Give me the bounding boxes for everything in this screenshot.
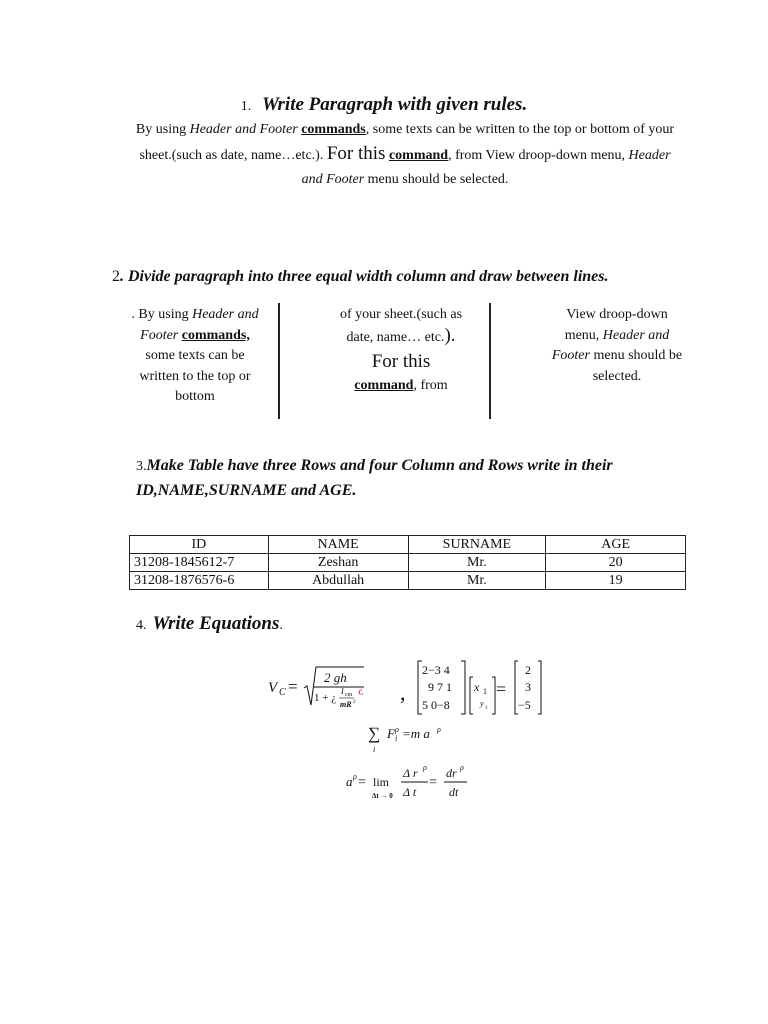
eq1-inner-num-sub: cm bbox=[345, 692, 353, 698]
table-cell: Mr. bbox=[408, 572, 546, 590]
section-1-paragraph bbox=[130, 118, 680, 192]
eq1-inner-num: I bbox=[341, 687, 344, 696]
column-italic-text: Header and Footer bbox=[551, 327, 670, 363]
eq1-comma: , bbox=[400, 680, 406, 705]
section-4-number: 4. bbox=[136, 618, 147, 633]
eq4-equals: = bbox=[358, 775, 366, 790]
table-cell: Zeshan bbox=[268, 554, 408, 572]
matrix-row-1: 2−3 4 bbox=[422, 663, 450, 677]
paragraph-large-text: For this bbox=[326, 143, 386, 164]
section-3-number: 3. bbox=[136, 459, 147, 474]
eq4-den2: dt bbox=[449, 785, 459, 799]
vector-left-bracket bbox=[470, 677, 473, 714]
eq4-num2: dr bbox=[446, 766, 457, 780]
vector-y-sub: 1 bbox=[485, 706, 488, 711]
eq4-num2-sup: ρ bbox=[460, 763, 464, 772]
eq1-equals: = bbox=[288, 677, 298, 696]
column-3 bbox=[548, 305, 686, 387]
matrix-right-bracket bbox=[461, 661, 465, 714]
eq3-sum-sub: i bbox=[373, 745, 376, 754]
paragraph-italic-text: Header and Footer bbox=[189, 122, 298, 137]
column-2 bbox=[336, 305, 466, 397]
section-1-heading bbox=[0, 94, 768, 116]
column-divider-1 bbox=[278, 303, 280, 419]
vector-x: x bbox=[474, 680, 480, 694]
eq3-F-sub: i bbox=[395, 734, 398, 743]
matrix-row-3: 5 0−8 bbox=[422, 698, 450, 712]
table-cell: Mr. bbox=[408, 554, 546, 572]
paragraph-command-word: command bbox=[388, 148, 449, 163]
column-commands-word: commands, bbox=[181, 327, 250, 343]
result-row-1: 2 bbox=[525, 663, 531, 677]
column-text: of your sheet.(such as date, name… etc. bbox=[339, 307, 463, 345]
matrix-row-2: 9 7 1 bbox=[428, 680, 452, 694]
column-large-text: For this bbox=[371, 351, 431, 372]
eq4-lhs-sup: ρ bbox=[353, 772, 357, 781]
section-4-heading bbox=[136, 613, 283, 635]
section-2-title: . Divide paragraph into three equal width column and draw between lines. bbox=[120, 268, 609, 285]
table-cell: 31208-1876576-6 bbox=[130, 572, 269, 590]
paragraph-text: , from View droop-down menu, bbox=[448, 148, 629, 163]
paragraph-text: menu should be selected. bbox=[364, 172, 509, 187]
section-1-title: Write Paragraph with given rules. bbox=[262, 94, 528, 115]
eq3-rhs: =m a bbox=[402, 726, 430, 741]
vector-right-bracket bbox=[492, 677, 495, 714]
paragraph-text: By using bbox=[135, 122, 190, 137]
table-cell: 31208-1845612-7 bbox=[130, 554, 269, 572]
equation-newton bbox=[368, 724, 441, 754]
eq1-denominator: 1 + ¿ bbox=[314, 692, 337, 704]
vector-y: y bbox=[480, 699, 484, 708]
section-3-title: Make Table have three Rows and four Column and Rows write in their ID,NAME,SURNAME and AGE. bbox=[136, 457, 613, 499]
column-command-word: command bbox=[354, 378, 414, 393]
eq3-sum: ∑ bbox=[368, 724, 381, 743]
column-text: menu should be selected. bbox=[589, 348, 683, 384]
column-1 bbox=[128, 305, 262, 408]
equation-acceleration bbox=[346, 763, 467, 800]
eq4-lhs: a bbox=[346, 774, 353, 789]
paragraph-commands-word: commands bbox=[301, 122, 366, 137]
vector-x-sub: 1 bbox=[483, 687, 487, 696]
table-header: AGE bbox=[546, 536, 686, 554]
eq4-num1: Δ r bbox=[403, 766, 418, 780]
table-header: ID bbox=[130, 536, 269, 554]
section-1-number: 1. bbox=[240, 99, 252, 114]
equation-velocity bbox=[268, 667, 406, 709]
matrix-equals: = bbox=[496, 679, 507, 699]
table-cell: 20 bbox=[546, 554, 686, 572]
eq1-lhs: V bbox=[268, 680, 278, 696]
eq4-equals-2: = bbox=[429, 775, 437, 790]
eq1-inner-den-sup: 2 bbox=[353, 700, 356, 705]
table-cell: 19 bbox=[546, 572, 686, 590]
eq4-num1-sup: ρ bbox=[423, 763, 427, 772]
section-4-title: Write Equations bbox=[152, 613, 280, 634]
column-italic-text: Header and Footer bbox=[140, 307, 259, 343]
eq4-lim-sub: Δt → 0 bbox=[372, 792, 393, 800]
eq3-rhs-sup: ρ bbox=[437, 725, 441, 734]
table-row bbox=[130, 572, 686, 590]
column-divider-2 bbox=[489, 303, 491, 419]
eq1-inner-den: mR bbox=[340, 700, 352, 709]
eq4-lim: lim bbox=[373, 775, 390, 789]
data-table bbox=[129, 535, 686, 590]
table-header: SURNAME bbox=[408, 536, 546, 554]
result-right-bracket bbox=[538, 661, 541, 714]
table-header-row bbox=[130, 536, 686, 554]
table-cell: Abdullah bbox=[268, 572, 408, 590]
eq1-numerator: 2 gh bbox=[324, 670, 347, 685]
column-text-large: ). bbox=[444, 324, 456, 346]
column-text: , from bbox=[413, 378, 448, 393]
section-4-title-dot: . bbox=[279, 618, 283, 633]
section-2-number: 2 bbox=[112, 268, 120, 285]
result-row-3: −5 bbox=[518, 698, 531, 712]
table-header: NAME bbox=[268, 536, 408, 554]
column-text: . By using bbox=[131, 307, 193, 322]
column-text: some texts can be written to the top or bottom bbox=[139, 348, 251, 404]
equations bbox=[262, 655, 562, 805]
paragraph-italic-text: Header and Footer bbox=[301, 148, 671, 187]
equation-matrix bbox=[418, 661, 541, 714]
eq3-F: F bbox=[387, 726, 395, 741]
eq3-F-sup: ρ bbox=[395, 725, 399, 734]
section-2-heading bbox=[112, 268, 609, 286]
eq4-den1: Δ t bbox=[403, 785, 417, 799]
paragraph-text: , some texts can be written to the top or bottom of your sheet.(such as date, name…etc.). bbox=[139, 122, 675, 163]
section-3-heading bbox=[136, 454, 696, 503]
column-text: View droop-down menu, bbox=[564, 307, 668, 343]
table-row bbox=[130, 554, 686, 572]
eq1-tail: ¿ bbox=[358, 680, 364, 695]
eq1-lhs-sub: C bbox=[279, 687, 286, 698]
result-row-2: 3 bbox=[525, 680, 531, 694]
